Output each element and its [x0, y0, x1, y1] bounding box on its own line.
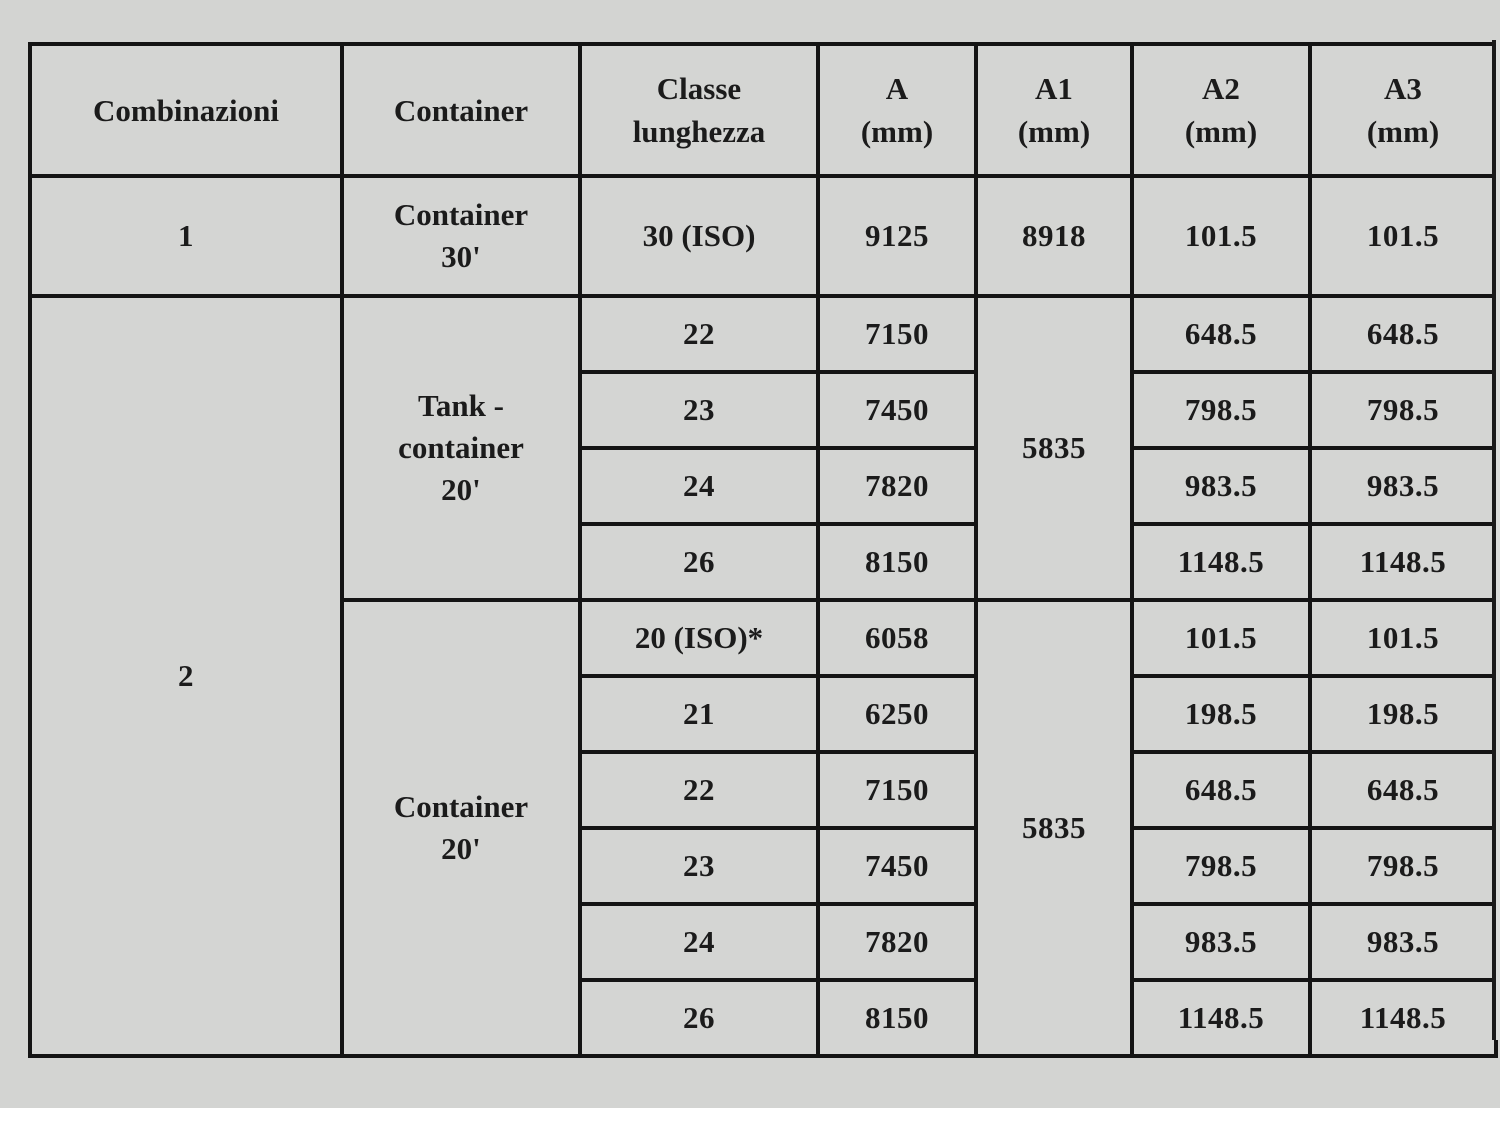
a3-cell: 983.5	[1310, 904, 1496, 980]
table-row	[30, 296, 1496, 372]
a1-cell: 5835	[976, 600, 1132, 1056]
a-cell: 6058	[818, 600, 976, 676]
a2-cell: 648.5	[1132, 296, 1310, 372]
container-length-table	[28, 42, 1498, 1058]
a-cell: 7450	[818, 828, 976, 904]
classe-cell: 23	[580, 372, 818, 448]
header-row	[30, 44, 1496, 176]
container-type-cell: Tank - container 20'	[342, 296, 580, 600]
a3-cell: 798.5	[1310, 372, 1496, 448]
classe-cell: 24	[580, 904, 818, 980]
a-cell: 7820	[818, 904, 976, 980]
table-row	[30, 176, 1496, 296]
a3-cell: 101.5	[1310, 600, 1496, 676]
a-cell: 8150	[818, 980, 976, 1056]
header-classe-lunghezza: Classe lunghezza	[580, 44, 818, 176]
a2-cell: 648.5	[1132, 752, 1310, 828]
a2-cell: 798.5	[1132, 828, 1310, 904]
combinazione-cell: 1	[30, 176, 342, 296]
a3-cell: 648.5	[1310, 296, 1496, 372]
a2-cell: 983.5	[1132, 904, 1310, 980]
a-cell: 9125	[818, 176, 976, 296]
a3-cell: 101.5	[1310, 176, 1496, 296]
container-type-cell: Container 30'	[342, 176, 580, 296]
classe-cell: 20 (ISO)*	[580, 600, 818, 676]
a3-cell: 198.5	[1310, 676, 1496, 752]
a2-cell: 101.5	[1132, 600, 1310, 676]
header-a: A (mm)	[818, 44, 976, 176]
a2-cell: 983.5	[1132, 448, 1310, 524]
classe-cell: 22	[580, 752, 818, 828]
header-a3: A3 (mm)	[1310, 44, 1496, 176]
a3-cell: 1148.5	[1310, 980, 1496, 1056]
a2-cell: 198.5	[1132, 676, 1310, 752]
a1-cell: 8918	[976, 176, 1132, 296]
classe-cell: 22	[580, 296, 818, 372]
container-type-cell: Container 20'	[342, 600, 580, 1056]
header-a1: A1 (mm)	[976, 44, 1132, 176]
a1-cell: 5835	[976, 296, 1132, 600]
page-edge	[1492, 40, 1500, 1040]
a-cell: 7450	[818, 372, 976, 448]
classe-cell: 23	[580, 828, 818, 904]
a3-cell: 983.5	[1310, 448, 1496, 524]
a3-cell: 798.5	[1310, 828, 1496, 904]
header-a2: A2 (mm)	[1132, 44, 1310, 176]
a-cell: 6250	[818, 676, 976, 752]
a3-cell: 648.5	[1310, 752, 1496, 828]
combinazione-cell: 2	[30, 296, 342, 1056]
a2-cell: 798.5	[1132, 372, 1310, 448]
a2-cell: 1148.5	[1132, 524, 1310, 600]
classe-cell: 24	[580, 448, 818, 524]
classe-cell: 30 (ISO)	[580, 176, 818, 296]
a-cell: 7150	[818, 752, 976, 828]
a-cell: 7150	[818, 296, 976, 372]
classe-cell: 26	[580, 980, 818, 1056]
a-cell: 7820	[818, 448, 976, 524]
header-container: Container	[342, 44, 580, 176]
a-cell: 8150	[818, 524, 976, 600]
header-combinazioni: Combinazioni	[30, 44, 342, 176]
a2-cell: 1148.5	[1132, 980, 1310, 1056]
classe-cell: 21	[580, 676, 818, 752]
a3-cell: 1148.5	[1310, 524, 1496, 600]
a2-cell: 101.5	[1132, 176, 1310, 296]
classe-cell: 26	[580, 524, 818, 600]
